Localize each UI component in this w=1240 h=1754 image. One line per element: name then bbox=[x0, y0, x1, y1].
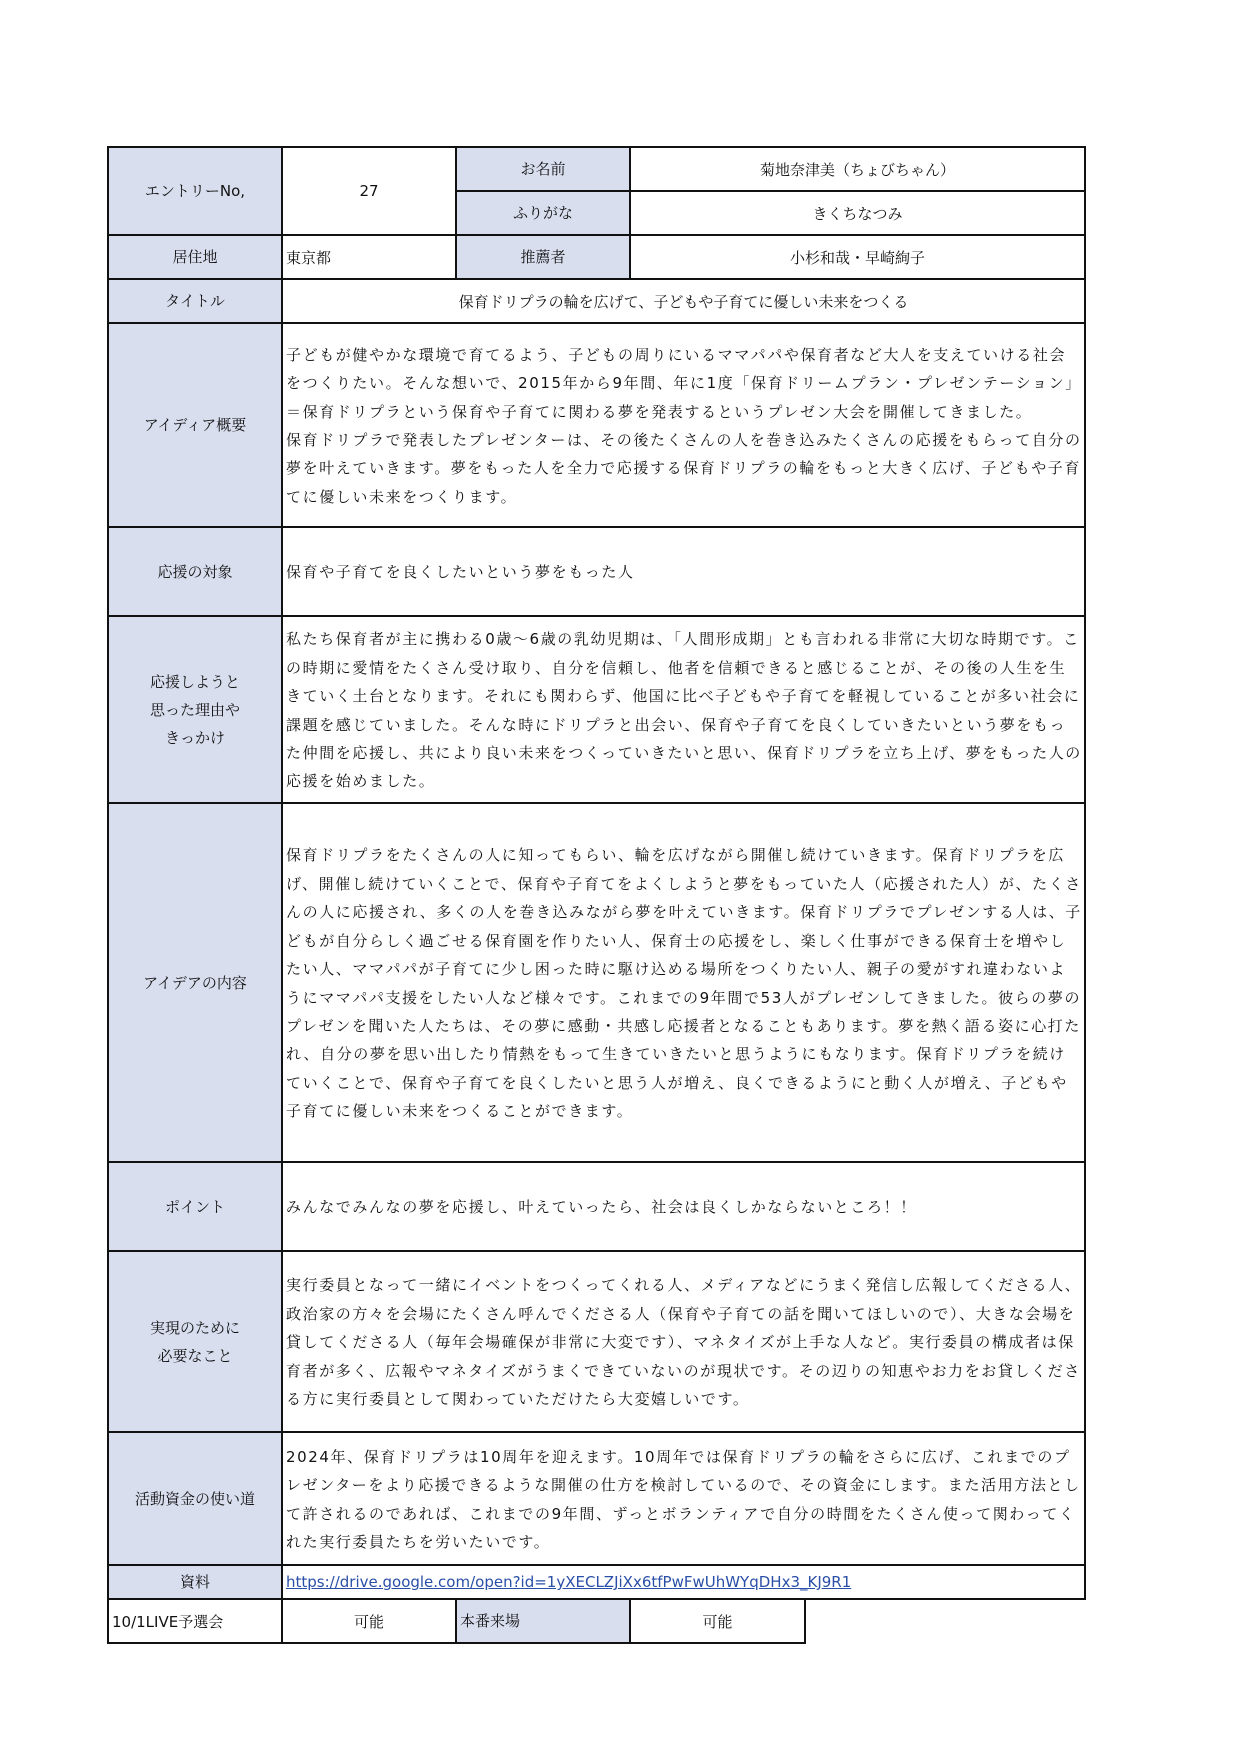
residence-label: 居住地 bbox=[108, 235, 282, 279]
point-label: ポイント bbox=[108, 1162, 282, 1251]
summary-paragraph-1: 子どもが健やかな環境で育てるよう、子どもの周りにいるママパパや保育者など大人を支えていける社会をつくりたい。そんな想いで、2015年から9年間、年に1度「保育ドリームプラン・プレゼンテーション」＝保育ドリプラという保育や子育てに関わる夢を発表するというプレゼン大会を開催してきました。 bbox=[286, 345, 1082, 421]
needs-label bbox=[108, 1251, 282, 1432]
live-label: 10/1LIVE予選会 bbox=[108, 1599, 282, 1643]
residence-value: 東京都 bbox=[282, 235, 456, 279]
funds-label: 活動資金の使い道 bbox=[108, 1432, 282, 1565]
materials-cell bbox=[282, 1565, 1085, 1599]
materials-link[interactable]: https://drive.google.com/open?id=1yXECLZJiXx6tfPwFwUhWYqDHx3_KJ9R1 bbox=[286, 1573, 852, 1591]
title-value: 保育ドリプラの輪を広げて、子どもや子育てに優しい未来をつくる bbox=[282, 279, 1085, 323]
needs-label-line-1: 実現のために bbox=[149, 1318, 240, 1337]
venue-label: 本番来場 bbox=[456, 1599, 630, 1643]
entry-no-label: エントリーNo, bbox=[108, 147, 282, 235]
entry-sheet bbox=[107, 146, 1084, 1644]
furigana-value: きくちなつみ bbox=[630, 191, 1085, 235]
materials-label: 資料 bbox=[108, 1565, 282, 1599]
content-text: 保育ドリプラをたくさんの人に知ってもらい、輪を広げながら開催し続けていきます。保育ドリプラを広げ、開催し続けていくことで、保育や子育てをよくしようと夢をもっていた人（応援された人）が、たくさんの人に応援され、多くの人を巻き込みながら夢を叶えていきます。保育ドリプラでプレゼンする人は、子どもが自分らしく過ごせる保育園を作りたい人、保育士の応援をし、楽しく仕事ができる保育士を増やしたい人、ママパパが子育てに少し困った時に駆け込める場所をつくりたい人、親子の愛がすれ違わないようにママパパ支援をしたい人など様々です。これまでの9年間で53人がプレゼンしてきました。彼らの夢のプレゼンを聞いた人たちは、その夢に感動・共感し応援者となることもあります。夢を熱く語る姿に心打たれ、自分の夢を思い出したり情熱をもって生きていきたいと思うようにもなります。保育ドリプラを続けていくことで、保育や子育てを良くしたいと思う人が増え、良くできるようにと動く人が増え、子どもや子育てに優しい未来をつくることができます。 bbox=[282, 803, 1085, 1162]
name-value: 菊地奈津美（ちょびちゃん） bbox=[630, 147, 1085, 191]
venue-value: 可能 bbox=[630, 1599, 805, 1643]
entry-no-value: 27 bbox=[282, 147, 456, 235]
funds-text: 2024年、保育ドリプラは10周年を迎えます。10周年では保育ドリプラの輪をさらに広げ、これまでのプレゼンターをより応援できるような開催の仕方を検討しているので、その資金にします。また活用方法として許されるのであれば、これまでの9年間、ずっとボランティアで自分の時間をたくさん使って関わってくれた実行委員たちを労いたいです。 bbox=[282, 1432, 1085, 1565]
point-text: みんなでみんなの夢を応援し、叶えていったら、社会は良くしかならないところ！！ bbox=[282, 1162, 1085, 1251]
entry-form-table bbox=[107, 146, 1086, 1644]
name-label: お名前 bbox=[456, 147, 630, 191]
reason-text: 私たち保育者が主に携わる0歳〜6歳の乳幼児期は、「人間形成期」とも言われる非常に大切な時期です。この時期に愛情をたくさん受け取り、自分を信頼し、他者を信頼できると感じることが、その後の人生を生きていく土台となります。それにも関わらず、他国に比べ子どもや子育てを軽視していることが多い社会に課題を感じていました。そんな時にドリプラと出会い、保育や子育てを良くしていきたいという夢をもった仲間を応援し、共により良い未来をつくっていきたいと思い、保育ドリプラを立ち上げ、夢をもった人の応援を始めました。 bbox=[282, 616, 1085, 803]
reason-label-line-3: きっかけ bbox=[164, 728, 225, 747]
reason-label bbox=[108, 616, 282, 803]
reason-label-line-1: 応援しようと bbox=[149, 672, 240, 691]
recommender-value: 小杉和哉・早崎絢子 bbox=[630, 235, 1085, 279]
reason-label-line-2: 思った理由や bbox=[149, 700, 240, 719]
content-label: アイデアの内容 bbox=[108, 803, 282, 1162]
target-text: 保育や子育てを良くしたいという夢をもった人 bbox=[282, 527, 1085, 616]
needs-label-line-2: 必要なこと bbox=[157, 1346, 233, 1365]
title-label: タイトル bbox=[108, 279, 282, 323]
needs-text: 実行委員となって一緒にイベントをつくってくれる人、メディアなどにうまく発信し広報してくださる人、政治家の方々を会場にたくさん呼んでくださる人（保育や子育ての話を聞いてほしいので）、大きな会場を貸してくださる人（毎年会場確保が非常に大変です）、マネタイズが上手な人など。実行委員の構成者は保育者が多く、広報やマネタイズがうまくできていないのが現状です。その辺りの知恵やお力をお貸しくださる方に実行委員として関わっていただけたら大変嬉しいです。 bbox=[282, 1251, 1085, 1432]
summary-text bbox=[282, 323, 1085, 527]
summary-label: アイディア概要 bbox=[108, 323, 282, 527]
empty-cell bbox=[805, 1599, 1085, 1643]
summary-paragraph-2: 保育ドリプラで発表したプレゼンターは、その後たくさんの人を巻き込みたくさんの応援をもらって自分の夢を叶えていきます。夢をもった人を全力で応援する保育ドリプラの輪をもっと大きく広げ、子どもや子育てに優しい未来をつくります。 bbox=[286, 431, 1082, 506]
target-label: 応援の対象 bbox=[108, 527, 282, 616]
recommender-label: 推薦者 bbox=[456, 235, 630, 279]
live-value: 可能 bbox=[282, 1599, 456, 1643]
furigana-label: ふりがな bbox=[456, 191, 630, 235]
